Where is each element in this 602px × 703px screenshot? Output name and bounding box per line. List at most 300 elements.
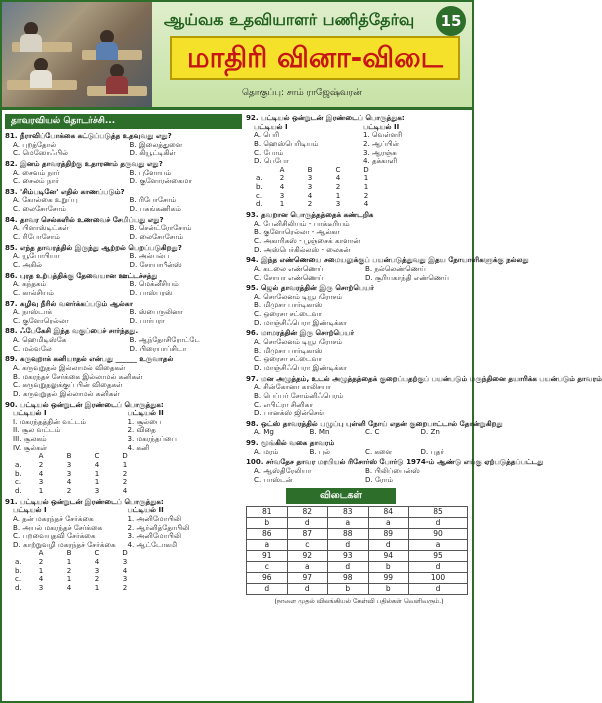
answer-number: 81	[247, 506, 288, 517]
option-item: C. மெஸோஃபில்	[13, 148, 68, 158]
option-item: D. பிரையாப்சிடா	[129, 343, 187, 353]
match-right-item: 1. வெள்ளரி	[363, 130, 403, 140]
match-right-item: 2. விதை	[127, 425, 156, 435]
answer-number-row	[247, 572, 468, 583]
grid-cell: 3	[66, 468, 72, 478]
grid-cell: c.	[15, 477, 22, 487]
question-block	[5, 300, 242, 326]
grid-header-row	[13, 549, 139, 558]
option-item: B. சென்ட்ரோசோம்	[129, 223, 192, 233]
answer-number: 95	[409, 550, 468, 561]
option-item: B. பிலிப்பைன்ஸ்	[365, 465, 420, 475]
answers-title: விடைகள்	[286, 488, 396, 504]
grid-header-cell: B	[307, 164, 313, 174]
answer-number: 96	[247, 572, 288, 583]
list-1-label: பட்டியல் I	[254, 121, 288, 131]
question-block	[246, 457, 544, 484]
answer-number: 100	[409, 572, 468, 583]
option-item: D. அஸ்பெர்கில்லஸ் - லைகன்	[254, 244, 351, 254]
option-item: B. புல்	[309, 446, 331, 456]
compiler-credit: தொகுப்பு: சாம் ராஜேஷ்வரன்	[242, 88, 362, 98]
list-2-label: பட்டியல் II	[363, 121, 400, 131]
match-left-item: IV. சூல்கள்	[13, 442, 48, 452]
match-left-item: A. தன் மகரந்தச் சேர்க்கை	[13, 513, 94, 523]
match-option-grid	[13, 452, 139, 495]
option-item: A. நாஸ்டாக்	[13, 307, 53, 317]
page-number-badge: 15	[436, 6, 466, 36]
answer-number: 90	[409, 528, 468, 539]
match-rows	[5, 515, 242, 550]
answer-letter: a	[368, 517, 409, 528]
grid-cell: 4	[94, 557, 100, 567]
question-block	[5, 160, 242, 186]
answer-number: 91	[247, 550, 288, 561]
answer-number: 88	[328, 528, 369, 539]
match-block	[5, 498, 242, 593]
answer-letter: c	[247, 561, 288, 572]
match-left-item: C. போம்	[254, 147, 284, 157]
grid-cell: 1	[38, 565, 44, 575]
match-right-item: 3. அனிமோபிலி	[127, 531, 182, 541]
match-right-item: 1. அனிமோபிலி	[127, 513, 182, 523]
question-text: 98. ஒட்ஸ் தாவரத்தில் பழுப்பு புள்ளி நோய் எதன் குறைபாட்டால் தோன்றுகிறது	[246, 418, 503, 428]
list-1-label: பட்டியல் I	[13, 408, 47, 418]
answer-letter: d	[328, 539, 369, 550]
answer-letter: d	[409, 517, 468, 528]
option-item: B. நல்லெண்ணெய்	[365, 263, 426, 273]
match-right-item: 4. தக்காளி	[363, 156, 398, 166]
option-item: C. பாஸ்டன்	[254, 474, 293, 484]
grid-cell: 2	[66, 565, 72, 575]
answer-number-row	[247, 506, 468, 517]
option-item: D. மாஞ்சிஃபெரா இண்டிக்கா	[254, 317, 347, 327]
option-item: D. புதர்	[420, 446, 445, 456]
option-item: D. சூரியகாந்தி எண்ணெய்	[365, 272, 450, 282]
question-text: 93. தவறான பொருத்தத்தைக் கண்டறிக	[246, 210, 374, 220]
grid-cell: c.	[15, 574, 22, 584]
answer-number: 99	[368, 572, 409, 583]
grid-header-cell: A	[38, 548, 44, 558]
grid-header-cell: C	[94, 451, 100, 461]
option-item: C. எபிட்ரா சினிகா	[254, 399, 314, 409]
grid-cell: 3	[38, 583, 44, 592]
left-column	[5, 114, 242, 595]
option-item: D. Zn	[420, 427, 440, 437]
option-list	[5, 169, 242, 186]
grid-cell: 2	[122, 468, 128, 478]
match-question-91	[5, 498, 242, 593]
option-item: A. கோல்கை உறுப்பு	[13, 195, 78, 205]
section-title: தாவரவியல் தொடர்ச்சி...	[5, 114, 242, 129]
answer-number: 93	[328, 550, 369, 561]
option-item: B. மகரந்தச் சேர்க்கை இல்லாமல் கனிகள்	[13, 371, 143, 381]
option-item: C. சோயா எண்ணெய்	[254, 272, 324, 282]
grid-cell: 2	[363, 190, 369, 200]
grid-row	[254, 174, 380, 183]
list-1-label: பட்டியல் I	[13, 505, 47, 515]
answer-letter: d	[409, 561, 468, 572]
question-block	[5, 272, 242, 298]
question-block	[5, 327, 242, 353]
match-left-item: D. பெபோ	[254, 156, 289, 166]
option-item: D. பார்பரா	[129, 315, 165, 325]
grid-cell: 1	[363, 173, 369, 183]
answer-number-row	[247, 550, 468, 561]
answer-letter-row	[247, 583, 468, 594]
match-left-item: B. அயல் மகரந்தச் சேர்க்கை	[13, 522, 103, 532]
grid-row	[254, 183, 380, 192]
grid-cell: 2	[335, 182, 341, 192]
grid-cell: 4	[38, 468, 44, 478]
question-block	[246, 255, 529, 282]
grid-row	[13, 567, 139, 576]
grid-cell: 4	[122, 565, 128, 575]
answers-table	[246, 506, 468, 595]
question-text: 97. மன அழுத்தம், உடல் அழுத்தத்தைக் குறைப்பதற்குப் பயன்படும் மருந்தினை தயாரிக்க பயன்படும் தாவரம்	[246, 373, 602, 383]
grid-cell: 2	[38, 557, 44, 567]
option-list	[246, 293, 472, 328]
grid-header-cell: B	[66, 548, 72, 558]
option-item: A. புறத்தோல்	[13, 139, 57, 149]
answer-number: 84	[368, 506, 409, 517]
option-item: D. லைசோசோம்	[129, 232, 184, 242]
grid-cell: 3	[307, 173, 313, 183]
grid-header-cell: D	[122, 451, 128, 461]
match-left-item: C. பறவையுதவி சேர்க்கை	[13, 531, 96, 541]
answer-letter: d	[368, 539, 409, 550]
option-item: C. குளோரெல்லா	[13, 315, 69, 325]
match-right-item: 4. கனி	[127, 442, 150, 452]
grid-cell: 3	[122, 557, 128, 567]
option-item: A. ஆஸ்திரேலியா	[254, 465, 312, 475]
grid-cell: 4	[307, 190, 313, 200]
question-block	[5, 355, 242, 398]
answer-letter: b	[247, 517, 288, 528]
match-left-item: II. சூல வட்டம்	[13, 425, 61, 435]
option-item: B. Mn	[309, 427, 330, 437]
option-item: D. பாஸ்பரஸ்	[129, 287, 173, 297]
match-left-item: B. ஹெஸ்பெரிடியம்	[254, 138, 319, 148]
header-title-line1: ஆய்வக உதவியாளர் பணித்தேர்வு	[164, 10, 415, 29]
question-text: 92. பட்டியல் ஒன்றுடன் இரண்டைப் பொருத்துக:	[246, 113, 405, 122]
option-item: A. கடலை எண்ணெய்	[254, 263, 324, 273]
option-list	[5, 336, 242, 353]
answer-number: 86	[247, 528, 288, 539]
answer-letter: b	[368, 583, 409, 594]
grid-row	[13, 461, 139, 470]
match-rows	[5, 418, 242, 453]
question-text: 94. இந்த எண்ணெயை சமையலுக்குப் பயன்படுத்துவது இதய நோயாளிகளுக்கு நல்லது	[246, 255, 529, 265]
option-item: C. அகில்	[13, 259, 43, 269]
answer-number: 87	[287, 528, 328, 539]
grid-header-cell: D	[363, 164, 369, 174]
question-block	[5, 216, 242, 242]
grid-cell: 2	[66, 485, 72, 495]
grid-cell: 3	[279, 190, 285, 200]
question-text: 86. புரத உற்பத்திக்கு தேவையான ஊட்டச்சத்து	[5, 270, 158, 280]
answer-letter: b	[368, 561, 409, 572]
grid-row	[13, 470, 139, 479]
option-item: B. பெப்பர் சோம்னிஃபெரம்	[254, 390, 344, 400]
option-item: A. ஹெமிடிஸ்கே	[13, 335, 67, 345]
grid-cell: 3	[94, 485, 100, 495]
header-banner	[2, 2, 472, 110]
question-text: 81. நீராவிப்போக்கை கட்டுப்படுத்த உதவுவது எது?	[5, 130, 172, 140]
answer-number: 94	[368, 550, 409, 561]
option-item: B. அல்பல்ப	[129, 251, 170, 261]
question-block	[5, 188, 242, 214]
match-question-90	[5, 401, 242, 496]
option-item: B. மிமுசா பார்டிகாஸ்	[254, 300, 323, 310]
grid-header-cell: B	[66, 451, 72, 461]
grid-cell: 3	[335, 199, 341, 209]
grid-cell: b.	[15, 468, 22, 478]
option-list	[5, 364, 242, 399]
grid-cell: 1	[94, 583, 100, 592]
grid-cell: 4	[94, 460, 100, 470]
option-item: A. Mg	[254, 427, 274, 437]
grid-row	[13, 575, 139, 584]
match-block	[246, 114, 472, 209]
grid-cell: a.	[256, 173, 263, 183]
match-block	[5, 401, 242, 496]
option-item: B. ஸ்பைருலினா	[129, 307, 183, 317]
option-item: C. களை	[365, 446, 393, 456]
question-block	[246, 439, 472, 456]
answer-letter: a	[328, 517, 369, 528]
question-block	[246, 373, 602, 418]
answer-letter: a	[287, 561, 328, 572]
option-item: A. மரம்	[254, 446, 279, 456]
grid-header-cell: D	[122, 548, 128, 558]
grid-cell: d.	[15, 485, 22, 495]
answer-number-row	[247, 528, 468, 539]
grid-row	[254, 200, 380, 209]
question-text: 95. ஜெல் தாவரத்தின் இரு சொற்பெயர்	[246, 283, 374, 293]
option-item: A. யூபோபியா	[13, 251, 60, 261]
question-text: 83. 'சிம்படினே' எதில் காணப்படும்?	[5, 186, 125, 196]
option-item: C. லைசோசோம்	[13, 204, 67, 214]
grid-cell: 3	[122, 574, 128, 584]
grid-cell: 2	[307, 199, 313, 209]
grid-row	[13, 487, 139, 496]
answer-letter: d	[409, 583, 468, 594]
grid-row	[254, 192, 380, 201]
grid-header-cell: C	[94, 548, 100, 558]
grid-cell: 1	[94, 477, 100, 487]
header-title-line2: மாதிரி வினா-விடை	[170, 36, 460, 80]
option-list	[246, 467, 472, 484]
grid-cell: b.	[15, 565, 22, 575]
answer-number: 98	[328, 572, 369, 583]
option-list	[5, 252, 242, 269]
answer-letter: a	[247, 539, 288, 550]
grid-cell: 4	[122, 485, 128, 495]
answer-number: 89	[368, 528, 409, 539]
grid-row	[13, 558, 139, 567]
option-list	[246, 338, 472, 373]
match-right-item: 1. சூல்பை	[127, 416, 162, 426]
question-text: 87. கழிவு நீரில் வளர்க்கப்படும் ஆல்கா	[5, 298, 133, 308]
grid-cell: 2	[122, 477, 128, 487]
grid-cell: 1	[279, 199, 285, 209]
option-item: C. அகாரிகஸ் - பூஞ்சைக் காளான்	[254, 235, 361, 245]
question-block	[5, 132, 242, 158]
option-list	[246, 428, 472, 437]
option-item: D. கருவுறுதல் இல்லாமல் கனிகள்	[13, 388, 120, 398]
question-block	[246, 211, 472, 254]
answer-letter: b	[328, 583, 369, 594]
grid-cell: b.	[256, 182, 263, 192]
option-item: A. சின்கோனா காலிசயா	[254, 382, 331, 392]
option-list	[5, 141, 242, 158]
grid-cell: 4	[279, 182, 285, 192]
option-item: D. கியூட்டிகிள்	[129, 148, 176, 158]
option-item: B. குளோரெல்லா - ஆல்கா	[254, 227, 340, 237]
grid-cell: 4	[335, 173, 341, 183]
option-item: C. ரிபோசோம்	[13, 232, 60, 242]
grid-cell: 2	[279, 173, 285, 183]
grid-cell: 4	[66, 477, 72, 487]
option-item: A. சொலேனம் டியூபரோசம்	[254, 291, 343, 301]
grid-cell: 3	[66, 460, 72, 470]
right-column	[246, 113, 602, 606]
grid-row	[13, 584, 139, 593]
option-item: D. பானக்ஸ் ஜின்செங்	[254, 408, 325, 418]
grid-header-cell: C	[335, 164, 341, 174]
question-block	[246, 329, 472, 372]
option-item: D. மாஞ்சிஃபெரா இண்டிக்கா	[254, 362, 347, 372]
match-right-item: 3. ஆரஞ்சு	[363, 147, 397, 157]
match-rows	[246, 131, 472, 166]
option-list	[5, 308, 242, 325]
option-item: C. C	[365, 427, 380, 437]
option-item: D. குளோரன்கைமா	[129, 176, 193, 186]
grid-cell: a.	[15, 557, 22, 567]
grid-cell: a.	[15, 460, 22, 470]
match-question-92	[246, 114, 472, 209]
option-item: B. இலைத்துளை	[129, 139, 183, 149]
answer-letter: d	[328, 561, 369, 572]
grid-cell: 3	[307, 182, 313, 192]
answer-letter: d	[247, 583, 288, 594]
match-left-item: III. சூலகம்	[13, 434, 47, 444]
match-option-grid	[254, 166, 380, 209]
grid-cell: 1	[66, 557, 72, 567]
grid-cell: 4	[363, 199, 369, 209]
option-item: A. கருவுறுதல் இல்லாமல் விதைகள்	[13, 362, 126, 372]
grid-header-row	[13, 452, 139, 461]
option-item: B. மிமுசா பார்டிகாஸ்	[254, 345, 323, 355]
option-list	[5, 224, 242, 241]
grid-cell: 2	[94, 574, 100, 584]
exam-hall-photo	[2, 2, 152, 107]
option-item: C. சைலம் நார்	[13, 176, 59, 186]
option-item: B. மெக்னீசியம்	[129, 279, 179, 289]
grid-header-cell: A	[38, 451, 44, 461]
question-text: 84. தாவர செல்களில் உணவைச் சேமிப்பது எது?	[5, 214, 164, 224]
question-block	[246, 418, 503, 437]
option-item: B. புளோயம்	[129, 167, 172, 177]
question-text: 82. இனம் தாவரத்திற்கு உதாரணம் தருவது எது?	[5, 158, 163, 168]
option-item: A. சைவம் நார்	[13, 167, 60, 177]
grid-cell: 3	[38, 477, 44, 487]
grid-cell: 1	[335, 190, 341, 200]
question-text: 99. மூங்கில் வகை தாவரம்	[246, 438, 335, 448]
answer-number: 92	[287, 550, 328, 561]
question-text: 91. பட்டியல் ஒன்றுடன் இரண்டைப் பொருத்துக:	[5, 496, 164, 506]
grid-cell: 1	[38, 485, 44, 495]
answer-letter-row	[247, 517, 468, 528]
match-option-grid	[13, 549, 139, 592]
option-item: C. ஒரைசா சட்டைவா	[254, 309, 323, 319]
question-text: 90. பட்டியல் ஒன்றுடன் இரண்டைப் பொருத்துக:	[5, 399, 164, 409]
option-list	[246, 220, 472, 255]
question-text: 85. எந்த தாவரத்தில் இருந்து ஆற்றல் பெறப்படுகிறது?	[5, 242, 182, 252]
grid-cell: 4	[38, 574, 44, 584]
match-right-item: 2. ஆப்பிள்	[363, 138, 400, 148]
grid-cell: 1	[122, 460, 128, 470]
match-column-labels	[246, 123, 472, 132]
option-list	[246, 265, 472, 282]
option-item: B. ரிபோசோம்	[129, 195, 177, 205]
grid-cell: d.	[15, 583, 22, 592]
option-item: D. சோயாபீன்ஸ்	[129, 259, 182, 269]
option-list	[246, 383, 472, 418]
question-text: 89. கருவுறாக் கனியாதல் என்பது ______ உருவாதல்	[5, 354, 174, 364]
list-2-label: பட்டியல் II	[127, 408, 164, 418]
question-text: 88. ஃபேகேசி இந்த வகுப்பைச் சார்ந்தது.	[5, 326, 139, 336]
grid-cell: 3	[94, 565, 100, 575]
grid-row	[13, 478, 139, 487]
option-list	[5, 280, 242, 297]
grid-header-cell: A	[279, 164, 285, 174]
question-text: 100. சர்வதேச தாவர மரபியல் ரிசோர்ஸ் போர்டு 1974-ம் ஆண்டு எங்கு ஏற்படுத்தப்பட்டது	[246, 457, 544, 467]
grid-header-row	[254, 166, 380, 175]
match-right-item: 3. மகரந்தப்பை	[127, 434, 177, 444]
answer-number: 85	[409, 506, 468, 517]
question-block	[246, 284, 472, 327]
match-left-item: D. காற்றுவழி மகரந்தச் சேர்க்கை	[13, 539, 116, 549]
answer-letter: d	[287, 583, 328, 594]
answer-number: 97	[287, 572, 328, 583]
option-list	[246, 448, 472, 457]
match-left-item: I. மகரந்தத்தின் வட்டம்	[13, 416, 87, 426]
grid-cell: 2	[122, 583, 128, 592]
option-item: C. கருவுறுதலுக்குப் பின் விதைகள்	[13, 380, 123, 390]
answer-letter: c	[287, 539, 328, 550]
grid-cell: 2	[38, 460, 44, 470]
right-question-list	[246, 210, 602, 484]
option-item: A. பேனிசிலியம் - பாக்டீரியம்	[254, 218, 350, 228]
option-list	[5, 196, 242, 213]
grid-cell: c.	[256, 190, 263, 200]
grid-cell: d.	[256, 199, 263, 209]
answer-letter: d	[287, 517, 328, 528]
option-item: D. ரோம்	[365, 474, 394, 484]
list-2-label: பட்டியல் II	[127, 505, 164, 515]
grid-cell: 1	[94, 468, 100, 478]
match-right-item: 2. ஆர்னித்தோபிலி	[127, 522, 190, 532]
match-left-item: A. பெரி	[254, 130, 280, 140]
option-item: B. ஆந்தோசிரோட்டே	[129, 335, 201, 345]
option-item: C. கால்சியம்	[13, 287, 54, 297]
answer-letter-row	[247, 539, 468, 550]
grid-cell: 1	[66, 574, 72, 584]
option-item: A. சொலேனம் டியூபரோசம்	[254, 337, 343, 347]
grid-cell: 1	[363, 182, 369, 192]
question-block	[5, 244, 242, 270]
